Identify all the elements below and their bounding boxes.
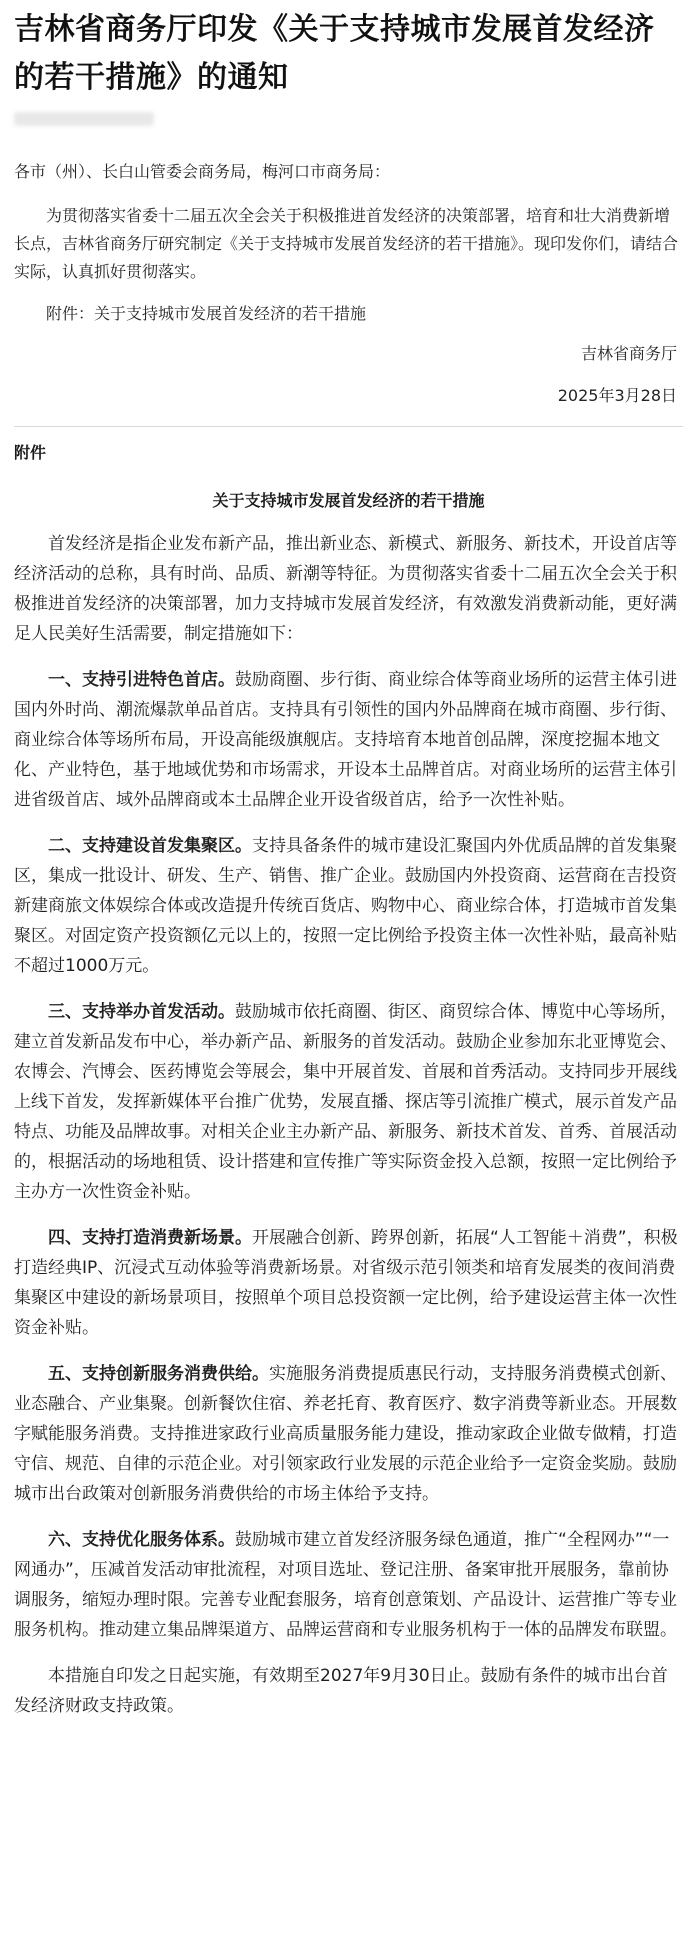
measures-section [14,529,683,1721]
measure-text: 支持具备条件的城市建设汇聚国内外优质品牌的首发集聚区，集成一批设计、研发、生产、销售、推广企业。鼓励国内外投资商、运营商在吉投资新建商旅文体娱综合体或改造提升传统百货店、购物中心、商业综合体，打造城市首发集聚区。对固定资产投资额亿元以上的，按照一定比例给予投资主体一次性补贴，最高补贴不超过1000万元。 [14,836,677,976]
measure-lead: 一、支持引进特色首店。 [48,670,235,690]
measure-text: 鼓励商圈、步行街、商业综合体等商业场所的运营主体引进国内外时尚、潮流爆款单品首店。支持具有引领性的国内外品牌商在城市商圈、步行街、商业综合体等场所布局，开设高能级旗舰店。支持培育本地首创品牌，深度挖掘本地文化、产业特色，基于地域优势和市场需求，开设本土品牌首店。对商业场所的运营主体引进省级首店、域外品牌商或本土品牌企业开设省级首店，给予一次性补贴。 [14,670,677,810]
annex-title: 关于支持城市发展首发经济的若干措施 [212,491,485,510]
notice-date: 2025年3月28日 [557,386,677,405]
measure-item [14,1359,683,1509]
measure-item [14,831,683,981]
notice-section [14,158,683,410]
notice-salutation: 各市（州）、长白山管委会商务局，梅河口市商务局： [14,162,391,181]
measure-lead: 三、支持举办首发活动。 [48,1002,235,1022]
measure-lead: 五、支持创新服务消费供给。 [48,1364,269,1384]
measure-lead: 四、支持打造消费新场景。 [48,1228,252,1248]
measure-item [14,665,683,815]
measure-item [14,1525,683,1645]
blurred-source-line [14,112,154,126]
measure-lead: 二、支持建设首发集聚区。 [48,836,252,856]
measure-lead: 六、支持优化服务体系。 [48,1530,235,1550]
measure-item [14,997,683,1207]
annex-intro: 首发经济是指企业发布新产品，推出新业态、新模式、新服务、新技术，开设首店等经济活动的总称，具有时尚、品质、新潮等特征。为贯彻落实省委十二届五次全会关于积极推进首发经济的决策部署，加力支持城市发展首发经济，有效激发消费新动能，更好满足人民美好生活需要，制定措施如下： [14,534,677,644]
measure-text: 鼓励城市依托商圈、街区、商贸综合体、博览中心等场所，建立首发新品发布中心，举办新产品、新服务的首发活动。鼓励企业参加东北亚博览会、农博会、汽博会、医药博览会等展会，集中开展首发、首展和首秀活动。支持同步开展线上线下首发，发挥新媒体平台推广优势，发展直播、探店等引流推广模式，展示首发产品特点、功能及品牌故事。对相关企业主办新产品、新服务、新技术首发、首秀、首展活动的，根据活动的场地租赁、设计搭建和宣传推广等实际资金投入总额，按照一定比例给予主办方一次性资金补贴。 [14,1002,677,1202]
annex-closing: 本措施自印发之日起实施，有效期至2027年9月30日止。鼓励有条件的城市出台首发经济财政支持政策。 [14,1666,668,1716]
article-title: 吉林省商务厅印发《关于支持城市发展首发经济的若干措施》的通知 [14,12,655,95]
section-divider [14,426,683,427]
measure-text: 鼓励城市建立首发经济服务绿色通道，推广“全程网办”“一网通办”，压减首发活动审批流程，对项目选址、登记注册、备案审批开展服务，靠前协调服务，缩短办理时限。完善专业配套服务，培育创意策划、产品设计、运营推广等专业服务机构。推动建立集品牌渠道方、品牌运营商和专业服务机构于一体的品牌发布联盟。 [14,1530,677,1640]
measure-text: 实施服务消费提质惠民行动，支持服务消费模式创新、业态融合、产业集聚。创新餐饮住宿、养老托育、教育医疗、数字消费等新业态。开展数字赋能服务消费。支持推进家政行业高质量服务能力建设，推动家政企业做专做精，打造守信、规范、自律的示范企业。对引领家政行业发展的示范企业给予一定资金奖励。鼓励城市出台政策对创新服务消费供给的市场主体给予支持。 [14,1364,677,1504]
measure-item [14,1223,683,1343]
measure-text: 开展融合创新、跨界创新，拓展“人工智能＋消费”，积极打造经典IP、沉浸式互动体验等消费新场景。对省级示范引领类和培育发展类的夜间消费集聚区中建设的新场景项目，按照单个项目总投资额一定比例，给予建设运营主体一次性资金补贴。 [14,1228,678,1338]
notice-signature: 吉林省商务厅 [580,344,677,363]
notice-attachment-line: 附件：关于支持城市发展首发经济的若干措施 [46,304,367,323]
annex-label: 附件 [14,443,47,462]
notice-body: 为贯彻落实省委十二届五次全会关于积极推进首发经济的决策部署，培育和壮大消费新增长点，吉林省商务厅研究制定《关于支持城市发展首发经济的若干措施》。现印发你们，请结合实际，认真抓好贯彻落实。 [14,206,679,281]
